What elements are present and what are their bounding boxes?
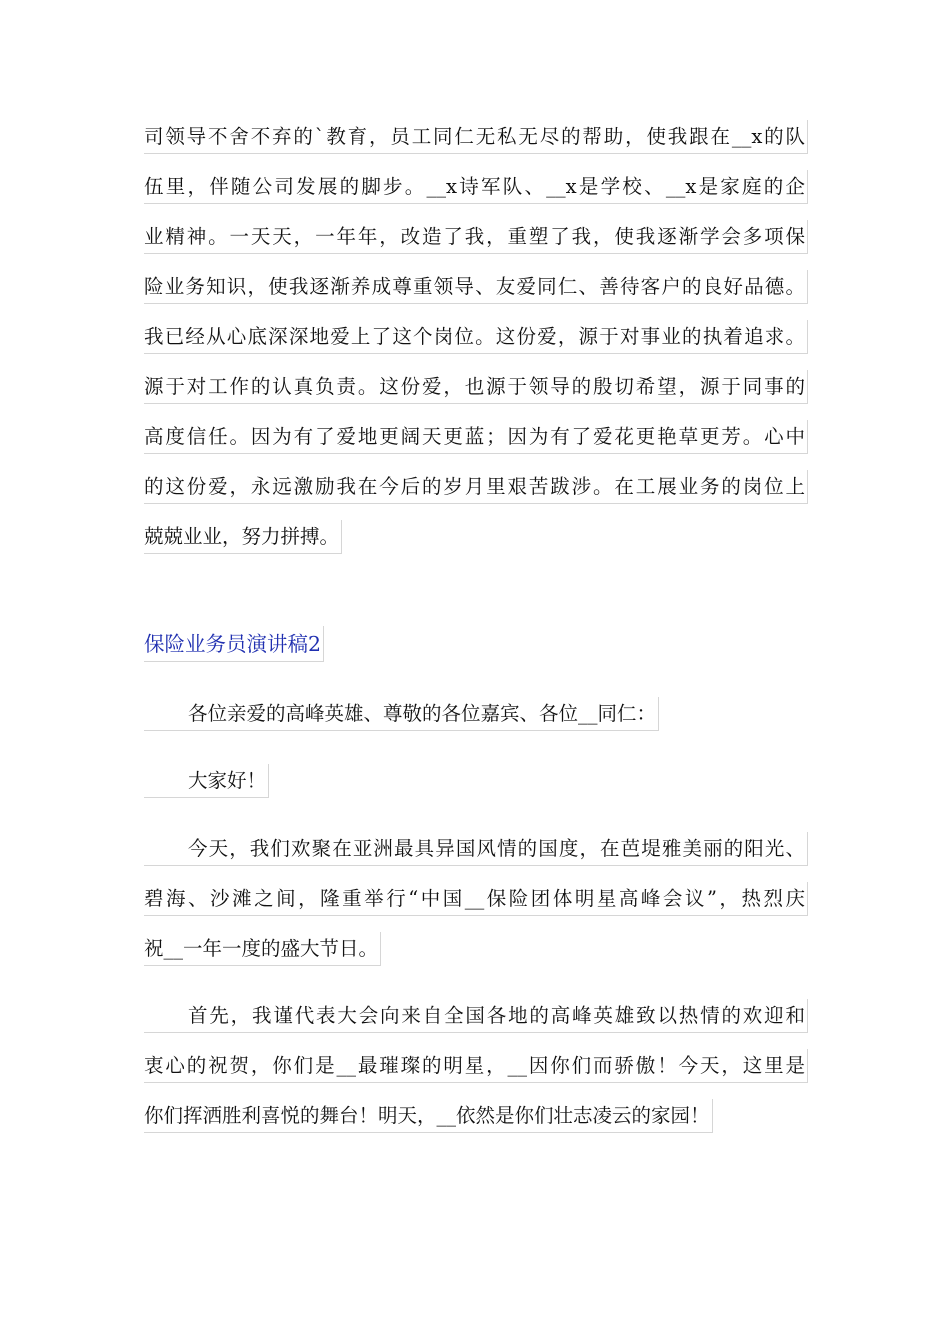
- greeting-line: 各位亲爱的高峰英雄、尊敬的各位嘉宾、各位__同仁：: [144, 697, 659, 731]
- section-heading: 保险业务员演讲稿2: [144, 626, 324, 662]
- text-line: 你们挥洒胜利喜悦的舞台！明天，__依然是你们壮志凌云的家园！: [144, 1099, 713, 1133]
- text-line: 首先，我谨代表大会向来自全国各地的高峰英雄致以热情的欢迎和: [144, 999, 808, 1033]
- text-line: 伍里，伴随公司发展的脚步。__x诗军队、__x是学校、__x是家庭的企: [144, 170, 808, 204]
- text-line: 兢兢业业，努力拼搏。: [144, 520, 342, 554]
- hello-line: 大家好！: [144, 764, 269, 798]
- text-line: 今天，我们欢聚在亚洲最具异国风情的国度，在芭堤雅美丽的阳光、: [144, 832, 808, 866]
- text-line: 衷心的祝贺，你们是__最璀璨的明星，__因你们而骄傲！今天，这里是: [144, 1049, 808, 1083]
- text-line: 高度信任。因为有了爱地更阔天更蓝；因为有了爱花更艳草更芳。心中: [144, 420, 808, 454]
- text-line: 司领导不舍不弃的`教育，员工同仁无私无尽的帮助，使我跟在__x的队: [144, 120, 808, 154]
- text-line: 的这份爱，永远激励我在今后的岁月里艰苦跋涉。在工展业务的岗位上: [144, 470, 808, 504]
- text-line: 源于对工作的认真负责。这份爱，也源于领导的殷切希望，源于同事的: [144, 370, 808, 404]
- text-line: 险业务知识，使我逐渐养成尊重领导、友爱同仁、善待客户的良好品德。: [144, 270, 808, 304]
- text-line: 我已经从心底深深地爱上了这个岗位。这份爱，源于对事业的执着追求。: [144, 320, 808, 354]
- text-line: 业精神。一天天，一年年，改造了我，重塑了我，使我逐渐学会多项保: [144, 220, 808, 254]
- text-line: 祝__一年一度的盛大节日。: [144, 932, 381, 966]
- text-line: 碧海、沙滩之间，隆重举行“中国__保险团体明星高峰会议”，热烈庆: [144, 882, 808, 916]
